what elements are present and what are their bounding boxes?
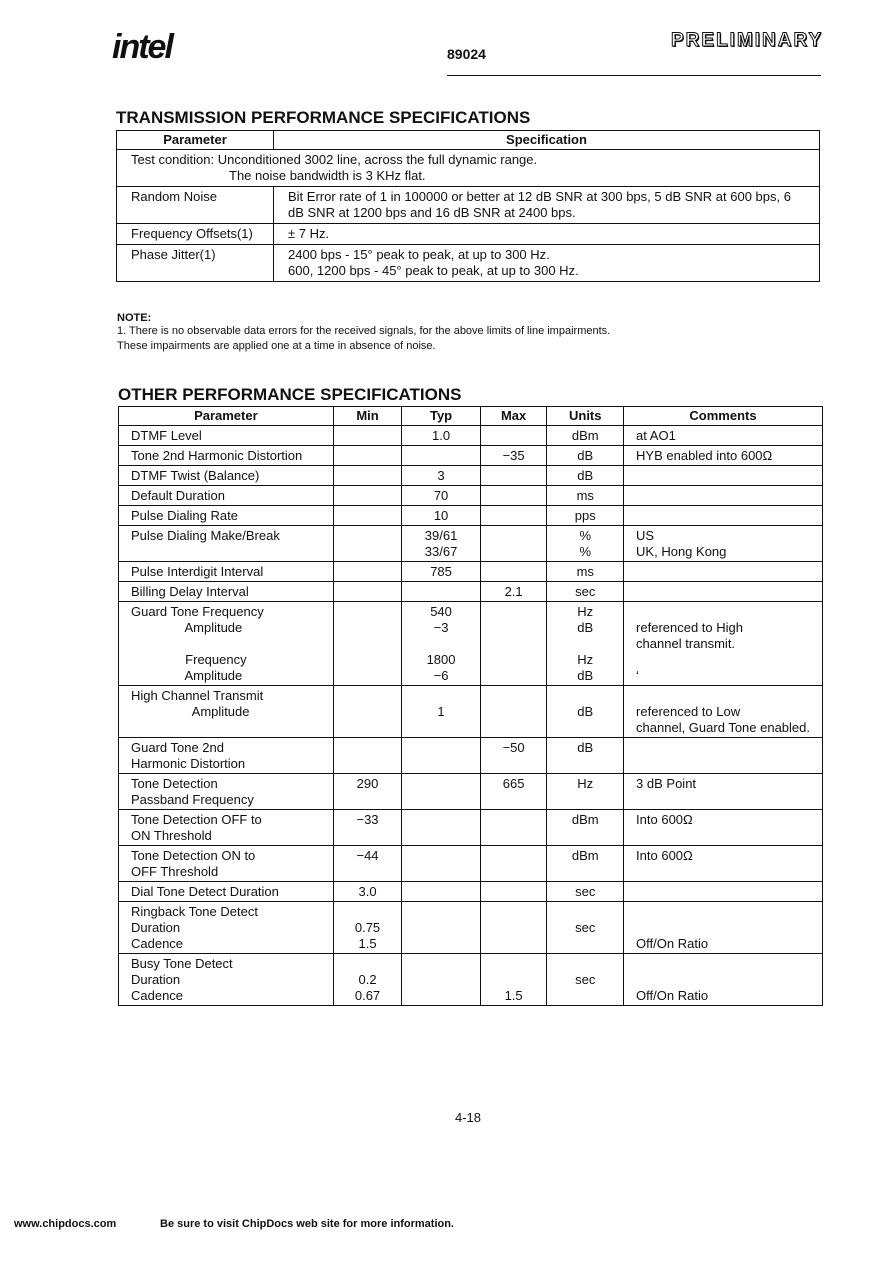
column-header: Max (480, 407, 547, 426)
table-row (119, 466, 823, 486)
max-cell (480, 486, 547, 506)
preliminary-stamp: PRELIMINARY (671, 30, 824, 51)
column-header: Specification (274, 131, 820, 150)
table-row (119, 506, 823, 526)
param-cell: Dial Tone Detect Duration (119, 882, 334, 902)
min-cell (333, 738, 402, 774)
page-number: 4-18 (455, 1110, 482, 1125)
param-cell: DTMF Twist (Balance) (119, 466, 334, 486)
min-cell: −44 (333, 846, 402, 882)
table-row (119, 486, 823, 506)
units-cell: pps (547, 506, 624, 526)
param-cell: Pulse Dialing Make/Break (119, 526, 334, 562)
param-cell: High Channel Transmit Amplitude (119, 686, 334, 738)
max-cell: −35 (480, 446, 547, 466)
table-row (117, 245, 820, 282)
column-header: Typ (402, 407, 480, 426)
typ-cell (402, 954, 480, 1006)
units-cell: dBm (547, 810, 624, 846)
comments-cell: at AO1 (624, 426, 823, 446)
comments-cell: HYB enabled into 600Ω (624, 446, 823, 466)
table-row (119, 774, 823, 810)
min-cell: 0.2 0.67 (333, 954, 402, 1006)
column-header: Parameter (119, 407, 334, 426)
typ-cell: 1 (402, 686, 480, 738)
table-row (119, 686, 823, 738)
test-condition (117, 150, 820, 187)
max-cell (480, 810, 547, 846)
table-row (119, 882, 823, 902)
units-cell: Hz (547, 774, 624, 810)
comments-cell: Into 600Ω (624, 810, 823, 846)
param-cell: DTMF Level (119, 426, 334, 446)
note-line: These impairments are applied one at a time in absence of noise. (117, 340, 436, 352)
min-cell (333, 506, 402, 526)
units-cell: sec (547, 954, 624, 1006)
table-row (119, 582, 823, 602)
comments-cell: 3 dB Point (624, 774, 823, 810)
table-row (117, 187, 820, 224)
column-header: Min (333, 407, 402, 426)
min-cell (333, 686, 402, 738)
max-cell (480, 562, 547, 582)
units-cell: ms (547, 562, 624, 582)
typ-cell: 785 (402, 562, 480, 582)
max-cell: 2.1 (480, 582, 547, 602)
param-cell: Guard Tone 2nd Harmonic Distortion (119, 738, 334, 774)
comments-cell: US UK, Hong Kong (624, 526, 823, 562)
units-cell: ms (547, 486, 624, 506)
min-cell (333, 526, 402, 562)
table-row (119, 846, 823, 882)
typ-cell: 10 (402, 506, 480, 526)
typ-cell: 3 (402, 466, 480, 486)
units-cell: dB (547, 686, 624, 738)
intel-logo: intel (112, 28, 172, 66)
table-row (119, 738, 823, 774)
param-cell: Pulse Interdigit Interval (119, 562, 334, 582)
units-cell: dBm (547, 426, 624, 446)
table-row (119, 602, 823, 686)
comments-cell (624, 466, 823, 486)
min-cell (333, 582, 402, 602)
min-cell: 0.75 1.5 (333, 902, 402, 954)
min-cell: 290 (333, 774, 402, 810)
test-condition-line: Test condition: Unconditioned 3002 line, across the full dynamic range. (131, 152, 538, 167)
units-cell: Hz dB Hz dB (547, 602, 624, 686)
comments-cell (624, 582, 823, 602)
param-cell: Tone 2nd Harmonic Distortion (119, 446, 334, 466)
comments-cell: referenced to High channel transmit. ‘ (624, 602, 823, 686)
min-cell (333, 426, 402, 446)
comments-cell (624, 882, 823, 902)
param-cell: Frequency Offsets(1) (117, 224, 274, 245)
note-title: NOTE: (117, 312, 152, 324)
other-title: OTHER PERFORMANCE SPECIFICATIONS (118, 385, 462, 404)
spec-cell: ± 7 Hz. (274, 224, 820, 245)
units-cell: sec (547, 582, 624, 602)
table-header-row (117, 131, 820, 150)
table-row (119, 426, 823, 446)
units-cell: dB (547, 466, 624, 486)
comments-cell: referenced to Low channel, Guard Tone enabled. (624, 686, 823, 738)
units-cell: dB (547, 738, 624, 774)
comments-cell: Into 600Ω (624, 846, 823, 882)
min-cell: 3.0 (333, 882, 402, 902)
footer-site-link[interactable]: www.chipdocs.com (14, 1218, 117, 1230)
param-cell: Pulse Dialing Rate (119, 506, 334, 526)
units-cell: dB (547, 446, 624, 466)
max-cell (480, 426, 547, 446)
max-cell (480, 846, 547, 882)
part-number: 89024 (447, 46, 486, 62)
other-performance-table (118, 406, 823, 1006)
typ-cell (402, 846, 480, 882)
footer-message: Be sure to visit ChipDocs web site for more information. (160, 1218, 454, 1230)
table-row (119, 810, 823, 846)
transmission-title: TRANSMISSION PERFORMANCE SPECIFICATIONS (116, 108, 531, 127)
comments-cell (624, 562, 823, 582)
max-cell (480, 466, 547, 486)
header-rule (447, 75, 821, 76)
max-cell (480, 882, 547, 902)
typ-cell (402, 446, 480, 466)
param-cell: Guard Tone Frequency Amplitude Frequency Amplitude (119, 602, 334, 686)
spec-cell: 2400 bps - 15° peak to peak, at up to 300 Hz. 600, 1200 bps - 45° peak to peak, at up to 300 Hz. (274, 245, 820, 282)
comments-cell: Off/On Ratio (624, 902, 823, 954)
test-condition-line: The noise bandwidth is 3 KHz flat. (229, 168, 426, 183)
units-cell: dBm (547, 846, 624, 882)
max-cell (480, 602, 547, 686)
units-cell: sec (547, 902, 624, 954)
max-cell: 665 (480, 774, 547, 810)
note-line: 1. There is no observable data errors for the received signals, for the above limits of line impairments. (117, 325, 611, 337)
table-row (119, 902, 823, 954)
param-cell: Tone Detection ON to OFF Threshold (119, 846, 334, 882)
comments-cell (624, 486, 823, 506)
table-row (119, 954, 823, 1006)
typ-cell: 1.0 (402, 426, 480, 446)
typ-cell (402, 882, 480, 902)
max-cell: 1.5 (480, 954, 547, 1006)
min-cell (333, 446, 402, 466)
column-header: Units (547, 407, 624, 426)
max-cell: −50 (480, 738, 547, 774)
typ-cell (402, 774, 480, 810)
comments-cell: Off/On Ratio (624, 954, 823, 1006)
max-cell (480, 686, 547, 738)
units-cell: sec (547, 882, 624, 902)
spec-cell: Bit Error rate of 1 in 100000 or better at 12 dB SNR at 300 bps, 5 dB SNR at 600 bps, 6 dB SNR at 1200 bps and 16 dB SNR at 2400 bps. (274, 187, 820, 224)
typ-cell: 70 (402, 486, 480, 506)
param-cell: Tone Detection OFF to ON Threshold (119, 810, 334, 846)
typ-cell (402, 738, 480, 774)
table-row (117, 224, 820, 245)
max-cell (480, 902, 547, 954)
param-cell: Busy Tone Detect Duration Cadence (119, 954, 334, 1006)
table-row (119, 446, 823, 466)
column-header: Comments (624, 407, 823, 426)
typ-cell: 39/61 33/67 (402, 526, 480, 562)
typ-cell (402, 902, 480, 954)
column-header: Parameter (117, 131, 274, 150)
min-cell (333, 602, 402, 686)
table-row (117, 150, 820, 187)
param-cell: Billing Delay Interval (119, 582, 334, 602)
param-cell: Random Noise (117, 187, 274, 224)
comments-cell (624, 506, 823, 526)
comments-cell (624, 738, 823, 774)
min-cell (333, 562, 402, 582)
param-cell: Phase Jitter(1) (117, 245, 274, 282)
typ-cell (402, 810, 480, 846)
max-cell (480, 526, 547, 562)
table-header-row (119, 407, 823, 426)
typ-cell: 540 −3 1800 −6 (402, 602, 480, 686)
max-cell (480, 506, 547, 526)
typ-cell (402, 582, 480, 602)
min-cell (333, 466, 402, 486)
min-cell (333, 486, 402, 506)
param-cell: Default Duration (119, 486, 334, 506)
table-row (119, 526, 823, 562)
param-cell: Ringback Tone Detect Duration Cadence (119, 902, 334, 954)
table-row (119, 562, 823, 582)
param-cell: Tone Detection Passband Frequency (119, 774, 334, 810)
units-cell: % % (547, 526, 624, 562)
transmission-table (116, 130, 820, 282)
min-cell: −33 (333, 810, 402, 846)
other-table-body (119, 426, 823, 1006)
